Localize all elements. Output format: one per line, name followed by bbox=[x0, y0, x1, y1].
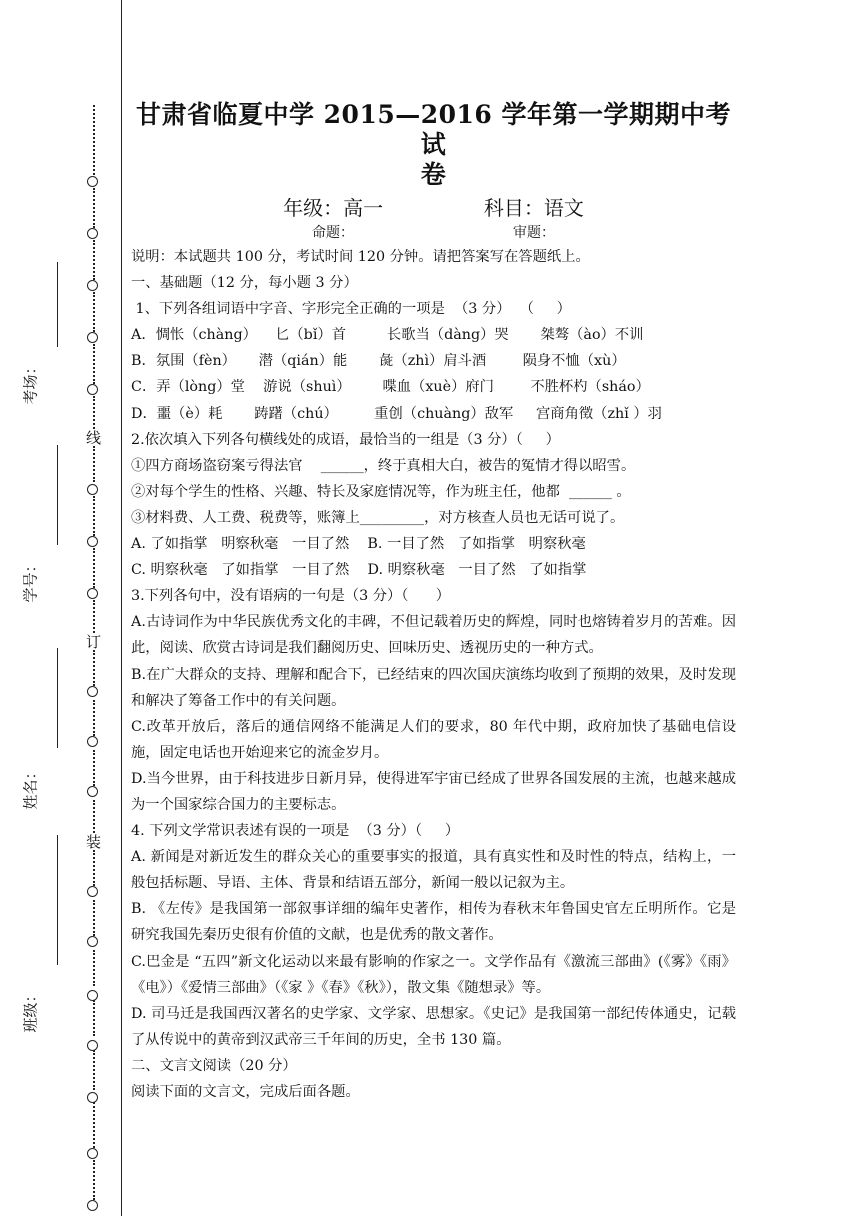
binding-border-line bbox=[121, 0, 122, 1216]
proposer-label: 命题： bbox=[312, 225, 355, 241]
question-4-option-d: D. 司马迁是我国西汉著名的史学家、文学家、思想家。《史记》是我国第一部纪传体通史，记载了从传说中的黄帝到汉武帝三千年间的历史，全书 130 篇。 bbox=[131, 1005, 736, 1048]
exam-title: 甘肃省临夏中学 2015—2016 学年第一学期期中考试 bbox=[135, 100, 732, 159]
binding-hole-icon bbox=[87, 484, 98, 495]
binding-dotted-line bbox=[93, 850, 95, 886]
field-label-student-id: 学号： bbox=[21, 557, 40, 603]
question-2-sentence-3: ③材料费、人工费、税费等，账簿上_________，对方核查人员也无话可说了。 bbox=[131, 509, 625, 526]
question-4-option-b: B. 《左传》是我国第一部叙事详细的编年史著作，相传为春秋末年鲁国史官左丘明所作。它是研究我国先秦历史很有价值的文献，也是优秀的散文著作。 bbox=[131, 901, 736, 944]
question-1: 1、下列各组词语中字音、字形完全正确的一项是 （3 分） （ ） bbox=[131, 301, 571, 318]
question-4-option-a: A. 新闻是对新近发生的群众关心的重要事实的报道，具有真实性和及时性的特点，结构上，一般包括标题、导语、主体、背景和结语五部分，新闻一般以记叙为主。 bbox=[131, 849, 736, 892]
binding-hole-icon bbox=[87, 332, 98, 343]
field-label-class: 班级： bbox=[21, 987, 40, 1033]
question-2-sentence-1: ①四方商场盗窃案亏得法官 ______，终于真相大白，被告的冤情才得以昭雪。 bbox=[131, 457, 636, 474]
exam-note: 说明：本试题共 100 分，考试时间 120 分钟。请把答案写在答题纸上。 bbox=[131, 249, 590, 265]
binding-hole-icon bbox=[87, 936, 98, 947]
question-1-option-a: A．惆怅（chàng） 匕（bǐ）首 长歌当（dàng）哭 桀骜（ào）不训 bbox=[131, 327, 644, 344]
question-2-sentence-2: ②对每个学生的性格、兴趣、特长及家庭情况等，作为班主任，他都 ______ 。 bbox=[131, 483, 631, 500]
field-label-exam-room: 考场： bbox=[21, 359, 40, 405]
binding-dotted-line bbox=[93, 396, 95, 432]
question-2-options-ab: A. 了如指掌 明察秋毫 一目了然 B. 一目了然 了如指掌 明察秋毫 bbox=[131, 536, 586, 553]
binding-dotted-line bbox=[93, 292, 95, 332]
binding-hole-icon bbox=[87, 1200, 98, 1211]
binding-hole-icon bbox=[87, 228, 98, 239]
binding-dotted-line bbox=[93, 900, 95, 936]
binding-dotted-line bbox=[93, 496, 95, 536]
question-3-option-a: A.古诗词作为中华民族优秀文化的丰碑，不但记载着历史的辉煌，同时也熔铸着岁月的苦难。因此，阅读、欣赏古诗词是我们翻阅历史、回味历史、透视历史的一种方式。 bbox=[131, 614, 736, 657]
field-label-name: 姓名： bbox=[21, 764, 40, 810]
student-id-fill-line[interactable] bbox=[57, 445, 58, 545]
binding-dotted-line bbox=[93, 1000, 95, 1036]
question-3-option-d: D.当今世界，由于科技进步日新月异，使得进军宇宙已经成了世界各国发展的主流，也越来越成为一个国家综合国力的主要标志。 bbox=[131, 770, 736, 813]
section-heading: 二、文言文阅读（20 分） bbox=[131, 1057, 297, 1074]
exam-title-continued: 卷 bbox=[420, 160, 447, 189]
question-3: 3.下列各句中，没有语病的一句是（3 分）（ ） bbox=[131, 588, 451, 605]
question-2: 2.依次填入下列各句横线处的成语，最恰当的一组是（3 分）（ ） bbox=[131, 431, 560, 448]
question-1-option-c: C．弄（lòng）堂 游说（shuì） 喋血（xuè）府门 不胜杯杓（sháo） bbox=[131, 379, 650, 396]
reading-intro: 阅读下面的文言文，完成后面各题。 bbox=[131, 1084, 360, 1100]
binding-hole-icon bbox=[87, 686, 98, 697]
binding-dotted-line bbox=[93, 950, 95, 986]
binding-hole-icon bbox=[87, 588, 98, 599]
exam-room-fill-line[interactable] bbox=[57, 262, 58, 347]
binding-hole-icon bbox=[87, 1092, 98, 1103]
binding-dotted-line bbox=[93, 750, 95, 786]
binding-dotted-line bbox=[93, 1050, 95, 1090]
binding-char-bind: 装 bbox=[86, 833, 102, 851]
binding-dotted-line bbox=[93, 650, 95, 686]
binding-dotted-line bbox=[93, 548, 95, 588]
binding-hole-icon bbox=[87, 384, 98, 395]
binding-dotted-line bbox=[93, 240, 95, 280]
binding-hole-icon bbox=[87, 990, 98, 1001]
binding-hole-icon bbox=[87, 886, 98, 897]
binding-hole-icon bbox=[87, 280, 98, 291]
binding-hole-icon bbox=[87, 736, 98, 747]
binding-dotted-line bbox=[93, 800, 95, 836]
binding-dotted-line bbox=[93, 1102, 95, 1148]
question-1-option-d: D．噩（è）耗 踌躇（chú） 重创（chuàng）敌军 宫商角徵（zhǐ ）羽 bbox=[131, 405, 662, 422]
question-1-option-b: B．氛围（fèn） 潜（qián）能 彘（zhì）肩斗酒 陨身不恤（xù） bbox=[131, 353, 626, 370]
binding-hole-icon bbox=[87, 786, 98, 797]
binding-hole-icon bbox=[87, 176, 98, 187]
binding-hole-icon bbox=[87, 1040, 98, 1051]
exam-info bbox=[131, 194, 736, 222]
binding-char-line: 线 bbox=[86, 429, 102, 447]
binding-hole-icon bbox=[87, 1148, 98, 1159]
subject-label: 科目：语文 bbox=[483, 196, 584, 220]
binding-dotted-line bbox=[93, 700, 95, 736]
binding-hole-icon bbox=[87, 536, 98, 547]
name-fill-line[interactable] bbox=[57, 648, 58, 748]
reviewer-label: 审题： bbox=[512, 225, 555, 241]
binding-dotted-line bbox=[93, 1160, 95, 1200]
binding-margin bbox=[0, 0, 121, 1216]
grade-label: 年级：高一 bbox=[283, 196, 384, 220]
question-3-option-c: C.改革开放后，落后的通信网络不能满足人们的要求，80 年代中期，政府加快了基础电信设施，固定电话也开始迎来它的流金岁月。 bbox=[131, 718, 736, 761]
section-heading: 一、基础题（12 分，每小题 3 分） bbox=[131, 275, 358, 292]
question-2-options-cd: C. 明察秋毫 了如指掌 一目了然 D. 明察秋毫 一目了然 了如指掌 bbox=[131, 562, 587, 579]
question-4: 4. 下列文学常识表述有误的一项是 （3 分）（ ） bbox=[131, 823, 460, 840]
exam-paper-body bbox=[131, 100, 736, 1105]
binding-dotted-line bbox=[93, 446, 95, 482]
binding-dotted-line bbox=[93, 188, 95, 228]
exam-authors bbox=[131, 222, 736, 244]
question-3-option-b: B.在广大群众的支持、理解和配合下，已经结束的四次国庆演练均收到了预期的效果，及时发现和解决了筹备工作中的有关问题。 bbox=[131, 666, 736, 709]
question-4-option-c: C.巴金是 “五四”新文化运动以来最有影响的作家之一。文学作品有《激流三部曲》(《雾》《雨》《电》）《爱情三部曲》（《家 》《春》《秋》），散文集《随想录》等。 bbox=[131, 953, 736, 996]
binding-dotted-line bbox=[93, 600, 95, 636]
binding-char-staple: 订 bbox=[86, 633, 102, 651]
class-fill-line[interactable] bbox=[57, 835, 58, 965]
binding-dotted-line bbox=[93, 344, 95, 384]
binding-dotted-line bbox=[93, 105, 95, 175]
